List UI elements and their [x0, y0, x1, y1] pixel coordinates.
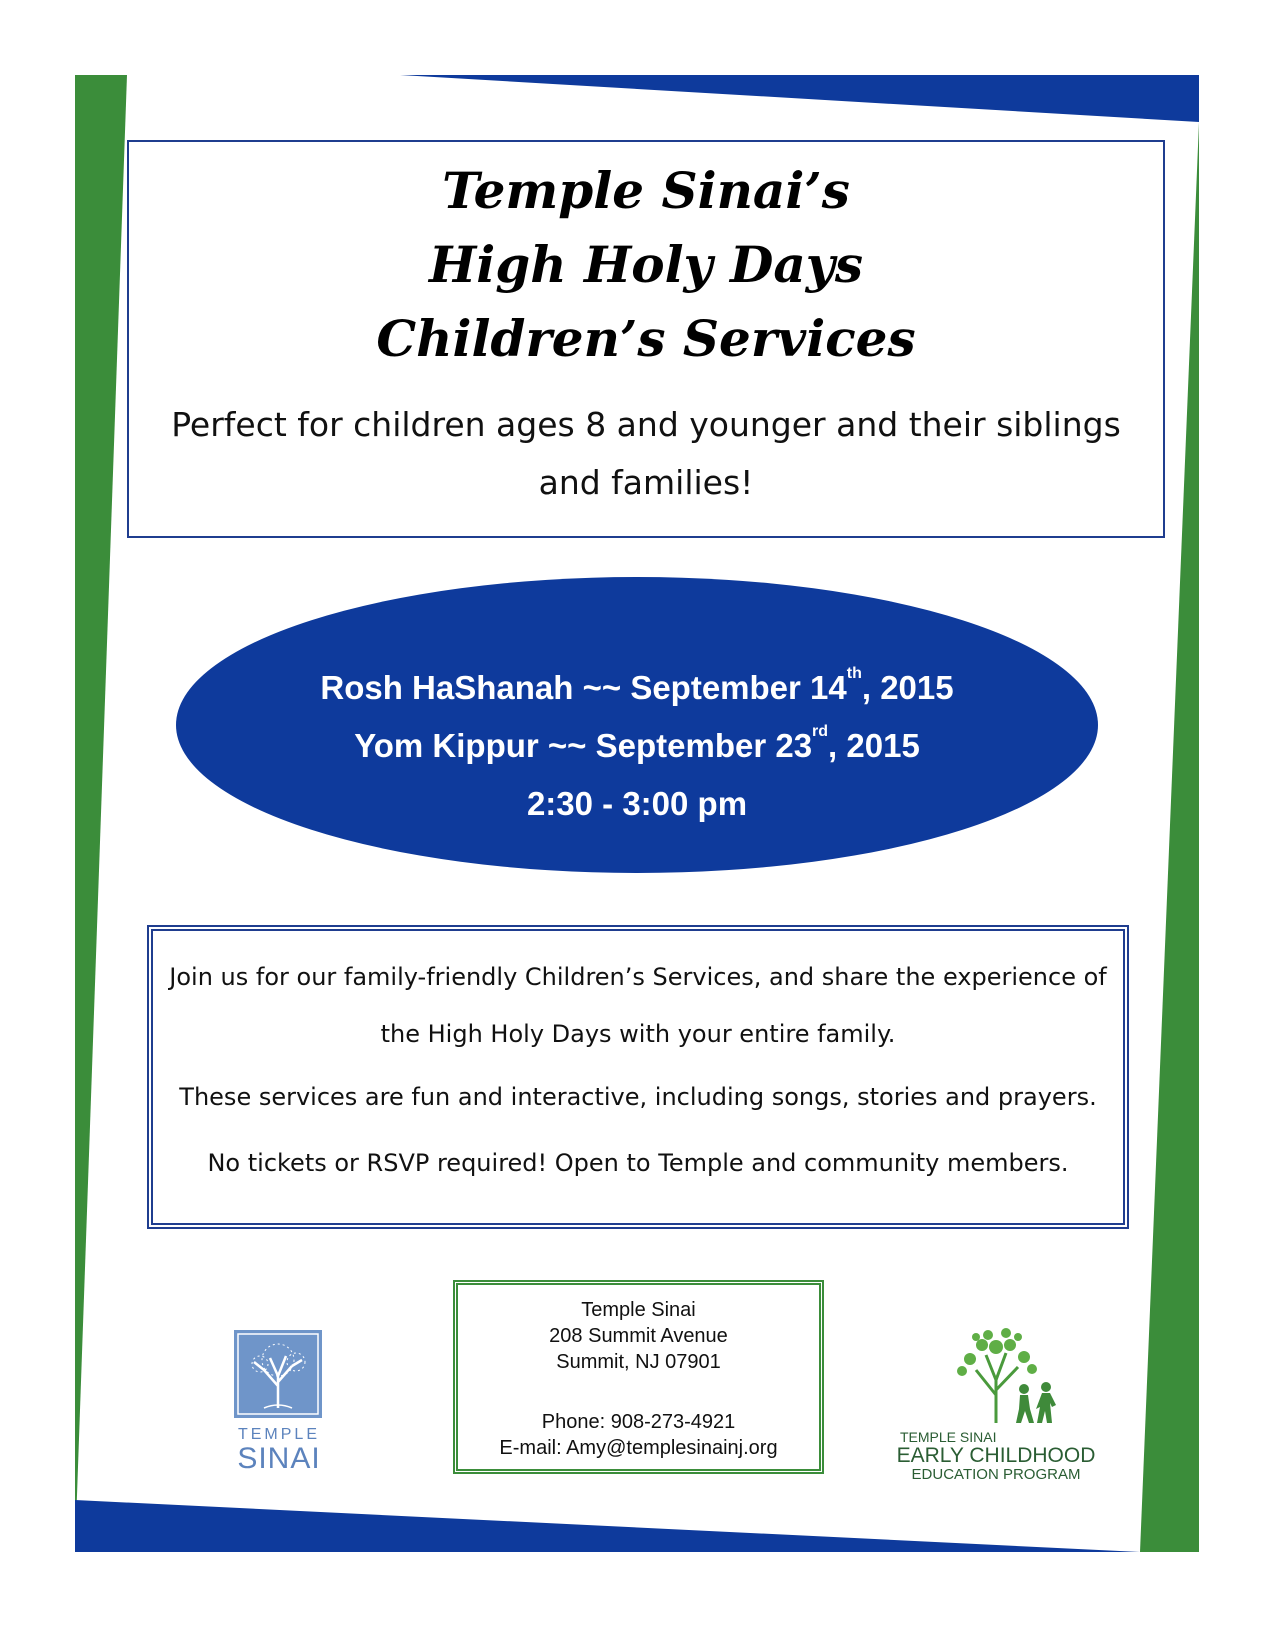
contact-phone: Phone: 908-273-4921	[541, 1411, 736, 1433]
contact-email[interactable]: E-mail: Amy@templesinainj.org	[499, 1437, 778, 1459]
logo-right-line-1: TEMPLE SINAI	[900, 1429, 997, 1445]
logo-sinai-word: SINAI	[237, 1442, 321, 1475]
subtitle: Perfect for children ages 8 and younger and their siblings and families!	[171, 405, 1121, 502]
left-green-stripe	[75, 75, 127, 1552]
info-box	[147, 925, 1129, 1229]
yom-ordinal: rd	[812, 723, 829, 740]
info-paragraph-3: No tickets or RSVP required! Open to Temple and community members.	[207, 1149, 1069, 1177]
title-line-2: High Holy Days	[429, 235, 863, 294]
address-box	[453, 1280, 824, 1474]
yom-year: , 2015	[828, 727, 920, 764]
service-time: 2:30 - 3:00 pm	[526, 785, 748, 822]
dates-oval	[176, 577, 1098, 873]
yom-kippur-date	[176, 717, 1098, 775]
contact-city: Summit, NJ 07901	[556, 1351, 721, 1373]
bottom-blue-stripe	[75, 1500, 1140, 1552]
title-box	[127, 140, 1165, 538]
page-title	[129, 154, 1163, 376]
info-paragraph-2: These services are fun and interactive, including songs, stories and prayers.	[179, 1083, 1097, 1111]
rosh-hashanah-date	[176, 659, 1098, 717]
title-line-1: Temple Sinai’s	[442, 161, 850, 220]
logo-right-line-2: EARLY CHILDHOOD	[896, 1444, 1096, 1467]
logo-temple-word: TEMPLE	[237, 1426, 320, 1443]
info-paragraph-1: Join us for our family-friendly Children’s Services, and share the experience of the High Holy Days with your entire family.	[169, 963, 1107, 1048]
temple-sinai-logo	[229, 1330, 329, 1474]
logo-right-line-3: EDUCATION PROGRAM	[911, 1466, 1081, 1483]
rosh-ordinal: th	[846, 665, 862, 682]
top-blue-stripe	[400, 75, 1199, 122]
title-line-3: Children’s Services	[376, 309, 916, 368]
contact-name: Temple Sinai	[581, 1299, 696, 1321]
early-childhood-logo	[896, 1325, 1096, 1483]
rosh-year: , 2015	[861, 669, 954, 706]
rosh-date-text: Rosh HaShanah ~~ September 14	[320, 669, 847, 706]
contact-street: 208 Summit Avenue	[549, 1325, 728, 1347]
tree-children-icon	[896, 1325, 1096, 1425]
yom-date-text: Yom Kippur ~~ September 23	[354, 727, 813, 764]
tree-logo-icon	[234, 1330, 322, 1418]
